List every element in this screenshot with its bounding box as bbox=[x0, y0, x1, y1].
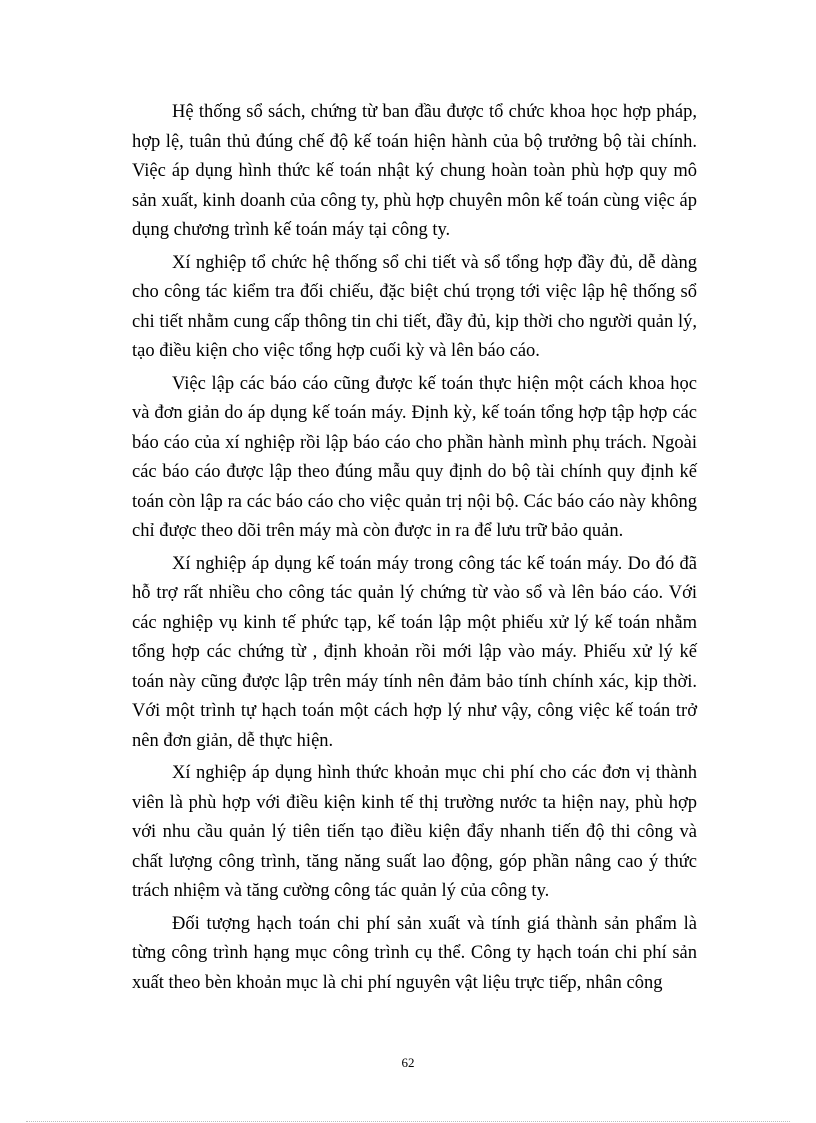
paragraph-1: Hệ thống sổ sách, chứng từ ban đầu được tổ chức khoa học hợp pháp, hợp lệ, tuân thủ đúng chế độ kế toán hiện hành của bộ trưởng bộ tài chính. Việc áp dụng hình thức kế toán nhật ký chung hoàn toàn phù hợp quy mô sản xuất, kinh doanh của công ty, phù hợp chuyên môn kế toán cùng việc áp dụng chương trình kế toán máy tại công ty. bbox=[132, 102, 697, 240]
paragraph-5: Xí nghiệp áp dụng hình thức khoản mục chi phí cho các đơn vị thành viên là phù hợp với điều kiện kinh tế thị trường nước ta hiện nay, phù hợp với nhu cầu quản lý tiên tiến tạo điều kiện đẩy nhanh tiến độ thi công và chất lượng công trình, tăng năng suất lao động, góp phần nâng cao ý thức trách nhiệm và tăng cường công tác quản lý của công ty. bbox=[132, 763, 697, 901]
page-number: 62 bbox=[401, 1055, 415, 1070]
paragraph-4: Xí nghiệp áp dụng kế toán máy trong công tác kế toán máy. Do đó đã hỗ trợ rất nhiều cho công tác quản lý chứng từ vào sổ và lên báo cáo. Với các nghiệp vụ kinh tế phức tạp, kế toán lập một phiếu xử lý kế toán nhằm tổng hợp các chứng từ , định khoản rồi mới lập vào máy. Phiếu xử lý kế toán này cũng được lập trên máy tính nên đảm bảo tính chính xác, kịp thời. Với một trình tự hạch toán một cách hợp lý như vậy, công việc kế toán trở nên đơn giản, dễ thực hiện. bbox=[132, 553, 697, 751]
paragraph-3: Việc lập các báo cáo cũng được kế toán thực hiện một cách khoa học và đơn giản do áp dụng kế toán máy. Định kỳ, kế toán tổng hợp tập hợp các báo cáo của xí nghiệp rồi lập báo cáo cho phần hành mình phụ trách. Ngoài các báo cáo được lập theo đúng mẫu quy định do bộ tài chính quy định kế toán còn lập ra các báo cáo cho việc quản trị nội bộ. Các báo cáo này không chỉ được theo dõi trên máy mà còn được in ra để lưu trữ bảo quản. bbox=[132, 373, 697, 541]
paragraph-2: Xí nghiệp tổ chức hệ thống sổ chi tiết và sổ tổng hợp đầy đủ, dễ dàng cho công tác kiểm tra đối chiếu, đặc biệt chú trọng tới việc lập hệ thống sổ chi tiết nhằm cung cấp thông tin chi tiết, đầy đủ, kịp thời cho người quản lý, tạo điều kiện cho việc tổng hợp cuối kỳ và lên báo cáo. bbox=[132, 252, 697, 361]
paragraph-6: Đối tượng hạch toán chi phí sản xuất và tính giá thành sản phẩm là từng công trình hạng mục công trình cụ thể. Công ty hạch toán chi phí sản xuất theo bèn khoản mục là chi phí nguyên vật liệu trực tiếp, nhân công bbox=[132, 913, 697, 993]
document-body bbox=[132, 98, 697, 1001]
page-bottom-divider bbox=[26, 1121, 790, 1122]
